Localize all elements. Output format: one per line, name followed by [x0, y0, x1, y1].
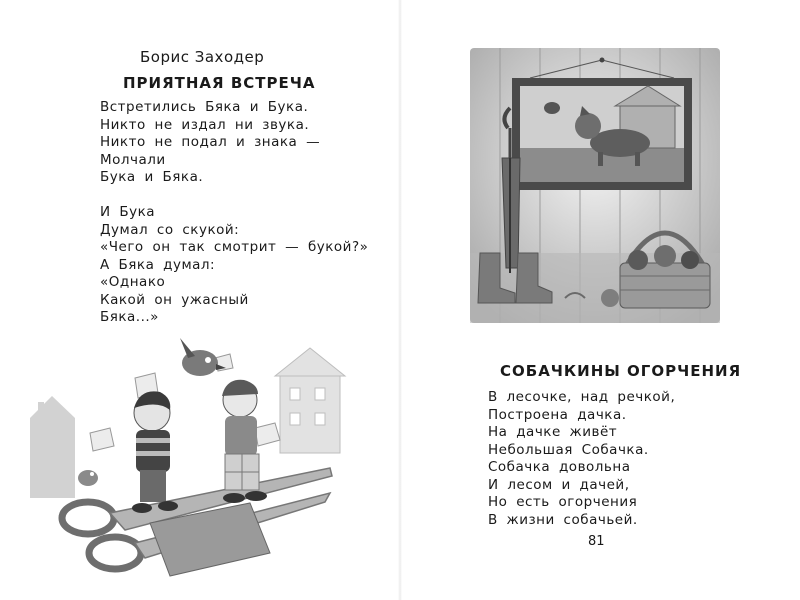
poem-line: Небольшая Собачка. [488, 441, 649, 458]
page-number: 81 [588, 534, 605, 549]
small-bird [78, 470, 98, 486]
poem-line: И лесом и дачей, [488, 476, 630, 493]
poem-line: «Чего он так смотрит — букой?» [100, 239, 369, 255]
poem-line: Думал со скукой: [100, 221, 240, 238]
house-silhouette-left [30, 396, 75, 498]
poem-line: «Однако [100, 274, 166, 290]
poem-line: Никто не подал и знака — [100, 134, 321, 150]
poem-line: Встретились Бяка и Бука. [100, 99, 309, 115]
boy-left [132, 391, 178, 513]
poem-line: В лесочке, над речкой, [488, 389, 676, 405]
poem-line-blank [100, 187, 380, 205]
poem-line: Какой он ужасный [100, 291, 249, 308]
poem-line: Бяка...» [100, 309, 159, 325]
nail [600, 58, 605, 63]
poem-line: А Бяка думал: [100, 256, 216, 273]
framed-painting [512, 78, 692, 190]
poem-text [100, 99, 380, 327]
poem-line: На дачке живёт [488, 424, 618, 440]
poem-line: В жизни собачьей. [488, 511, 638, 528]
poem-title: СОБАЧКИНЫ ОГОРЧЕНИЯ [500, 362, 742, 380]
children-scissors-illustration [30, 318, 350, 588]
poem-text [488, 389, 778, 529]
poem-author: Борис Заходер [140, 48, 265, 66]
painting-bird [544, 102, 560, 114]
right-page [400, 0, 800, 600]
poem-line: Но есть огорчения [488, 494, 638, 510]
poem-line: Построена дачка. [488, 406, 627, 423]
poem-title: ПРИЯТНАЯ ВСТРЕЧА [123, 74, 316, 92]
house-silhouette-right [275, 348, 345, 453]
room-wall-illustration [470, 48, 720, 323]
poem-line: И Бука [100, 204, 156, 220]
poem-line: Никто не издал ни звука. [100, 116, 310, 133]
poem-line: Бука и Бяка. [100, 169, 204, 185]
poem-line: Молчали [100, 151, 166, 168]
poem-line: Собачка довольна [488, 459, 631, 475]
